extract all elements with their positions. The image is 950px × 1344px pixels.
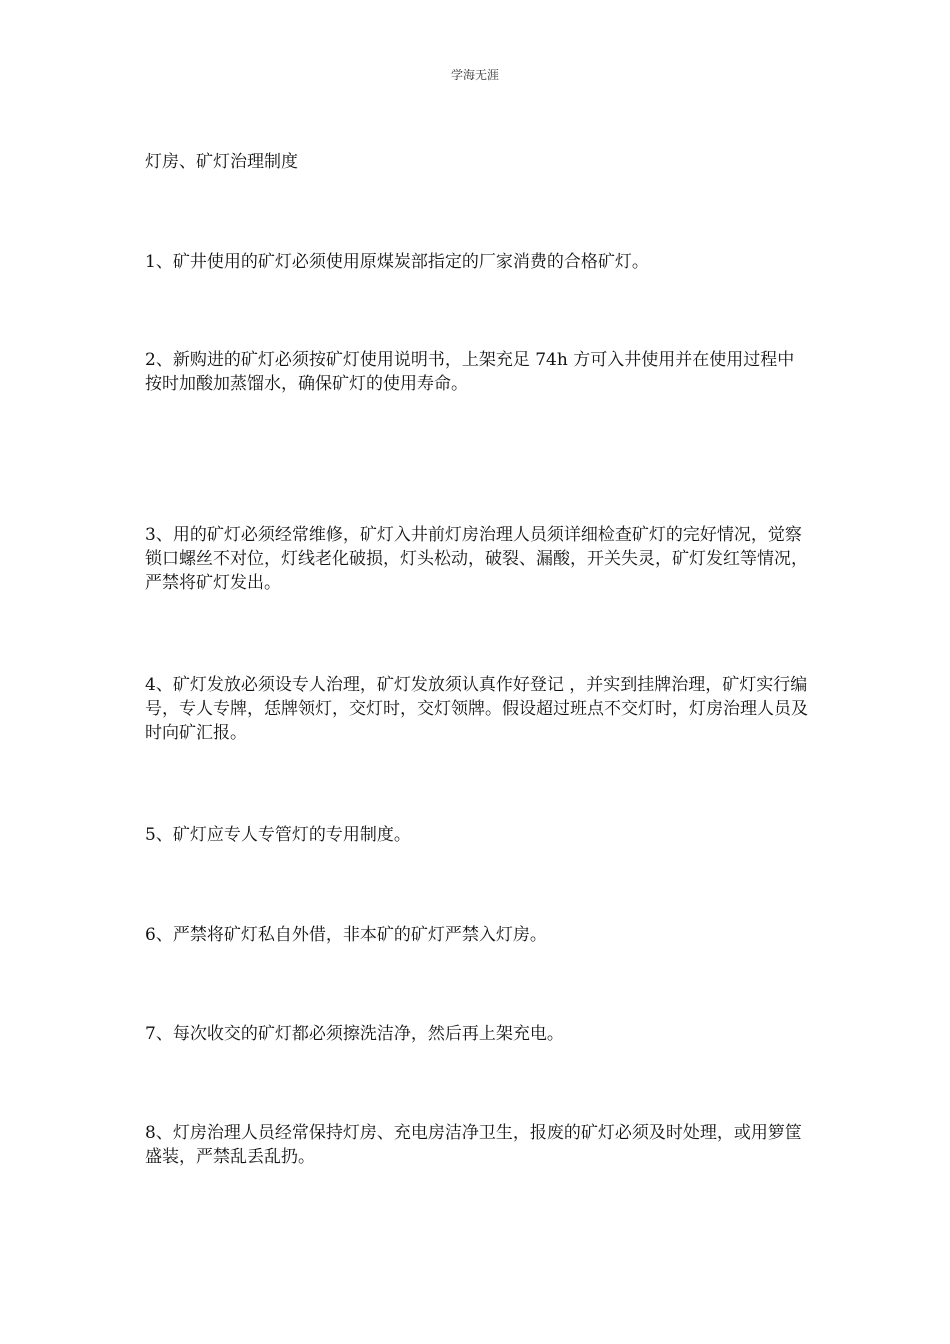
paragraph-4: 4、矿灯发放必须设专人治理，矿灯发放须认真作好登记 ，并实到挂牌治理，矿灯实行编号，专人专牌，恁牌领灯，交灯时，交灯领牌。假设超过班点不交灯时，灯房治理人员及时向矿汇报。 — [145, 675, 808, 743]
document-title: 灯房、矿灯治理制度 — [145, 152, 298, 172]
paragraph-6: 6、严禁将矿灯私自外借，非本矿的矿灯严禁入灯房。 — [145, 925, 547, 945]
page-header: 学海无涯 — [450, 68, 499, 82]
paragraph-2: 2、新购进的矿灯必须按矿灯使用说明书，上架充足 74h 方可入井使用并在使用过程中按时加酸加蒸馏水，确保矿灯的使用寿命。 — [145, 350, 795, 394]
paragraph-3: 3、用的矿灯必须经常维修，矿灯入井前灯房治理人员须详细检查矿灯的完好情况，觉察锁口螺丝不对位，灯线老化破损，灯头松动，破裂、漏酸，开关失灵，矿灯发红等情况，严禁将矿灯发出。 — [145, 525, 808, 593]
paragraph-7: 7、每次收交的矿灯都必须擦洗洁净，然后再上架充电。 — [145, 1024, 564, 1044]
paragraph-5: 5、矿灯应专人专管灯的专用制度。 — [145, 825, 411, 845]
paragraph-8: 8、灯房治理人员经常保持灯房、充电房洁净卫生，报废的矿灯必须及时处理，或用箩筐盛装，严禁乱丢乱扔。 — [145, 1123, 802, 1167]
paragraph-1: 1、矿井使用的矿灯必须使用原煤炭部指定的厂家消费的合格矿灯。 — [145, 252, 649, 272]
